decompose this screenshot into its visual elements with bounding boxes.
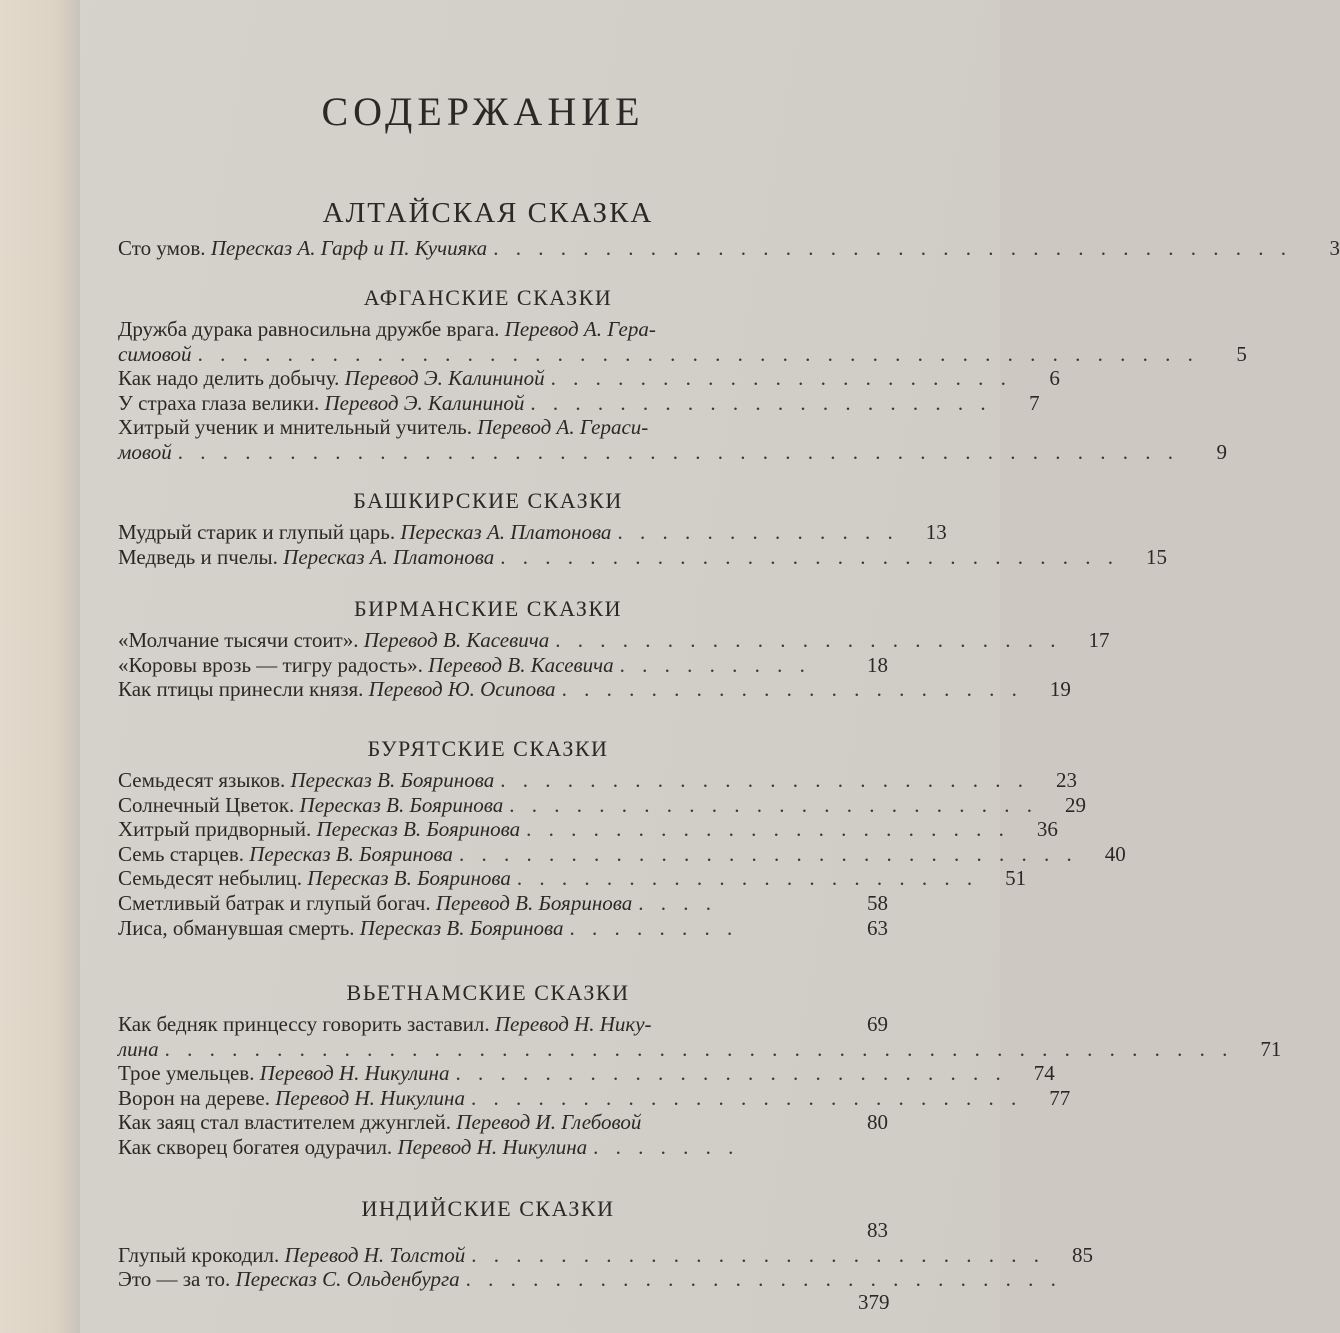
entry-title: Хитрый придворный. bbox=[118, 817, 312, 842]
entry-credit: Перевод В. Бояринова bbox=[435, 890, 633, 915]
entry-credit-continued: лина bbox=[118, 1036, 159, 1061]
toc-entry bbox=[118, 628, 1110, 653]
page-title: СОДЕРЖАНИЕ bbox=[321, 89, 645, 134]
toc-entry bbox=[118, 1012, 1282, 1061]
toc-entry bbox=[118, 544, 1167, 570]
dot-leader: . . . . . . . . . . . . . . . . . . . . . . . . . bbox=[455, 1061, 1007, 1086]
toc-entry bbox=[118, 653, 888, 678]
entry-credit: Перевод И. Глебовой bbox=[456, 1110, 642, 1135]
toc-entry bbox=[118, 1267, 1062, 1292]
entry-title: Как бедняк принцессу говорить заставил. bbox=[118, 1012, 490, 1036]
toc-section bbox=[118, 192, 1340, 261]
dot-leader: . . . . . . . . . . . . . . . . . . . . . . . . . . . . . . . . . . . . bbox=[493, 236, 1292, 260]
section-heading: АЛТАЙСКАЯ СКАЗКА bbox=[322, 197, 654, 229]
toc-entry bbox=[118, 1218, 888, 1243]
entry-credit: Пересказ В. Бояринова bbox=[290, 768, 495, 792]
entry-title: Медведь и пчелы. bbox=[118, 544, 278, 569]
toc-entry bbox=[118, 677, 1071, 702]
entry-credit: Перевод Э. Калининой bbox=[344, 366, 545, 391]
entry-title: Сто умов. bbox=[118, 236, 206, 260]
entry-credit: Перевод Э. Калининой bbox=[324, 390, 525, 415]
entry-title: Сметливый батрак и глупый богач. bbox=[118, 890, 431, 915]
dot-leader: . . . . . . . . . . . . . . . . . . . . . . . . . bbox=[470, 1085, 1023, 1110]
entry-title: Как надо делить добычу. bbox=[118, 366, 340, 391]
toc-entry bbox=[118, 317, 1247, 366]
toc-entry bbox=[118, 1242, 1093, 1268]
toc-entry bbox=[118, 792, 1086, 818]
dot-leader: . . . . . . . . . . . . . . . . . . . . . bbox=[550, 366, 1012, 391]
table-of-contents bbox=[118, 0, 1340, 1333]
entry-title: «Коровы врозь — тигру радость». bbox=[118, 652, 423, 677]
toc-section bbox=[118, 732, 1126, 940]
section-heading: ИНДИЙСКИЕ СКАЗКИ bbox=[361, 1196, 615, 1221]
entry-title: Ворон на дереве. bbox=[118, 1085, 270, 1110]
entry-page-number: 3 bbox=[1329, 236, 1340, 260]
toc-entry bbox=[118, 866, 1027, 891]
entry-credit-continued: симовой bbox=[118, 341, 192, 366]
entry-credit: Перевод Н. Толстой bbox=[284, 1242, 466, 1267]
entry-title: Дружба дурака равносильна дружбе врага. bbox=[118, 317, 500, 341]
toc-entry bbox=[118, 841, 1126, 867]
entry-credit: Пересказ А. Платонова bbox=[400, 520, 612, 544]
entry-credit: Перевод Н. Никулина bbox=[275, 1085, 465, 1110]
toc-entry bbox=[118, 366, 1060, 391]
entry-title: Семь старцев. bbox=[118, 841, 244, 866]
toc-section bbox=[118, 592, 1110, 702]
entry-page-number: 23 bbox=[1055, 768, 1077, 792]
entry-page-number: 15 bbox=[1145, 544, 1167, 569]
toc-entry bbox=[118, 390, 1040, 416]
dot-leader: . . . . . . . . . . . . . . . . . . . . . . . . . . . bbox=[465, 1267, 1062, 1292]
entry-page-number: 29 bbox=[1064, 792, 1086, 817]
toc-section bbox=[118, 281, 1247, 465]
section-heading: БУРЯТСКИЕ СКАЗКИ bbox=[367, 736, 609, 761]
dot-leader: . . . . . . . . . . . . . . . . . . . . . . . . bbox=[509, 792, 1038, 817]
entry-page-number: 58 bbox=[867, 890, 888, 915]
entry-credit: Перевод А. Гераси- bbox=[477, 415, 649, 440]
entry-title: Как скворец богатея одурачил. bbox=[118, 1134, 393, 1159]
entry-page-number: 18 bbox=[867, 652, 888, 677]
entry-credit: Перевод Н. Никулина bbox=[397, 1134, 588, 1159]
entry-credit: Перевод А. Гера- bbox=[504, 317, 656, 341]
entry-credit: Пересказ В. Бояринова bbox=[307, 866, 511, 891]
entry-title: Глупый крокодил. bbox=[118, 1242, 280, 1267]
entry-credit: Перевод Ю. Осипова bbox=[368, 677, 556, 702]
dot-leader: . . . . . . . . . . . . . . . . . . . . . . . . . . . . bbox=[500, 544, 1119, 569]
toc-entry bbox=[118, 817, 1058, 842]
entry-page-number: 9 bbox=[1216, 439, 1227, 464]
toc-section bbox=[118, 484, 1167, 569]
entry-title: Лиса, обманувшая смерть. bbox=[118, 915, 355, 940]
entry-credit: Пересказ А. Платонова bbox=[283, 544, 495, 569]
section-heading: ВЬЕТНАМСКИЕ СКАЗКИ bbox=[346, 980, 630, 1005]
dot-leader: . . . . . . . . bbox=[569, 915, 739, 940]
entry-credit-continued: мовой bbox=[118, 439, 172, 464]
section-heading: АФГАНСКИЕ СКАЗКИ bbox=[363, 285, 613, 310]
entry-page-number: 77 bbox=[1049, 1085, 1071, 1110]
page-number: 379 bbox=[858, 1290, 890, 1314]
dot-leader: . . . . . . . . . . . . . . . . . . . . . . bbox=[526, 817, 1010, 842]
entry-page-number: 69 bbox=[867, 1012, 888, 1036]
entry-title: Как заяц стал властителем джунглей. bbox=[118, 1110, 452, 1135]
toc-entry bbox=[118, 916, 888, 941]
entry-title: Мудрый старик и глупый царь. bbox=[118, 520, 396, 544]
entry-page-number: 5 bbox=[1236, 341, 1247, 366]
dot-leader: . . . . bbox=[638, 890, 717, 915]
entry-credit: Пересказ В. Бояринова bbox=[359, 915, 564, 940]
toc-entry bbox=[118, 891, 888, 916]
left-page-edge bbox=[0, 0, 80, 1333]
entry-credit: Перевод В. Касевича bbox=[363, 628, 550, 652]
entry-page-number: 7 bbox=[1029, 390, 1040, 415]
entry-title: Это — за то. bbox=[118, 1267, 231, 1292]
entry-title: Как птицы принесли князя. bbox=[118, 677, 364, 702]
entry-page-number: 74 bbox=[1033, 1061, 1055, 1086]
entry-credit: Пересказ В. Бояринова bbox=[249, 841, 453, 866]
entry-credit: Перевод В. Касевича bbox=[428, 652, 614, 677]
entry-page-number: 40 bbox=[1104, 841, 1126, 866]
entry-page-number: 17 bbox=[1088, 628, 1110, 652]
entry-page-number: 63 bbox=[867, 915, 888, 940]
dot-leader: . . . . . . . bbox=[593, 1134, 740, 1159]
dot-leader: . . . . . . . . . . . . . . . . . . . . . . . . . . . . . . . . . . . . . . . . . . . . . bbox=[177, 439, 1179, 464]
entry-page-number: 85 bbox=[1071, 1242, 1093, 1267]
section-heading: БАШКИРСКИЕ СКАЗКИ bbox=[353, 488, 623, 513]
dot-leader: . . . . . . . . . . . . . . . . . . . . . . . . . . . . . . . . . . . . . . . . . . . . . bbox=[197, 341, 1199, 366]
toc-entry bbox=[118, 1135, 888, 1160]
entry-page-number: 13 bbox=[925, 520, 947, 544]
toc-entry bbox=[118, 1110, 888, 1135]
dot-leader: . . . . . . . . . bbox=[619, 652, 811, 677]
dot-leader: . . . . . . . . . . . . . . . . . . . . . . . . . . . . . . . . . . . . . . . . . . . . . . . . bbox=[164, 1036, 1234, 1061]
toc-entry bbox=[118, 415, 1227, 464]
toc-entry bbox=[118, 236, 1340, 261]
dot-leader: . . . . . . . . . . . . . bbox=[617, 520, 899, 544]
dot-leader: . . . . . . . . . . . . . . . . . . . . . bbox=[530, 390, 992, 415]
entry-title: Солнечный Цветок. bbox=[118, 792, 295, 817]
dot-leader: . . . . . . . . . . . . . . . . . . . . . . . bbox=[555, 628, 1062, 652]
entry-page-number: 36 bbox=[1036, 817, 1058, 842]
entry-page-number: 19 bbox=[1049, 677, 1071, 702]
toc-section bbox=[118, 1192, 1093, 1292]
dot-leader: . . . . . . . . . . . . . . . . . . . . . . . . . . bbox=[471, 1242, 1045, 1267]
toc-entry bbox=[118, 520, 947, 545]
entry-credit: Пересказ С. Ольденбурга bbox=[235, 1267, 460, 1292]
entry-page-number: 71 bbox=[1260, 1036, 1282, 1061]
toc-entry bbox=[118, 1061, 1055, 1086]
entry-credit: Перевод Н. Никулина bbox=[259, 1061, 450, 1086]
entry-page-number: 83 bbox=[867, 1218, 888, 1242]
entry-title: Семьдесят небылиц. bbox=[118, 866, 302, 891]
entry-page-number: 80 bbox=[867, 1110, 888, 1135]
toc-entry bbox=[118, 768, 1077, 793]
entry-credit: Пересказ А. Гарф и П. Кучияка bbox=[210, 236, 488, 260]
toc-entry bbox=[118, 1085, 1071, 1111]
entry-credit: Перевод Н. Нику- bbox=[494, 1012, 652, 1036]
entry-credit: Пересказ В. Бояринова bbox=[299, 792, 504, 817]
entry-title: У страха глаза велики. bbox=[118, 390, 320, 415]
entry-title: «Молчание тысячи стоит». bbox=[118, 628, 359, 652]
toc-section bbox=[118, 976, 1282, 1160]
entry-page-number: 51 bbox=[1005, 866, 1027, 891]
entry-page-number: 6 bbox=[1049, 366, 1060, 391]
entry-title: Семьдесят языков. bbox=[118, 768, 286, 792]
dot-leader: . . . . . . . . . . . . . . . . . . . . . bbox=[516, 866, 979, 891]
dot-leader: . . . . . . . . . . . . . . . . . . . . . . . . bbox=[500, 768, 1029, 792]
entry-title: Хитрый ученик и мнительный учитель. bbox=[118, 415, 472, 440]
section-heading: БИРМАНСКИЕ СКАЗКИ bbox=[353, 596, 623, 621]
entry-credit: Пересказ В. Бояринова bbox=[316, 817, 521, 842]
dot-leader: . . . . . . . . . . . . . . . . . . . . . bbox=[561, 677, 1023, 702]
dot-leader: . . . . . . . . . . . . . . . . . . . . . . . . . . . . bbox=[458, 841, 1078, 866]
entry-title: Трое умельцев. bbox=[118, 1061, 255, 1086]
